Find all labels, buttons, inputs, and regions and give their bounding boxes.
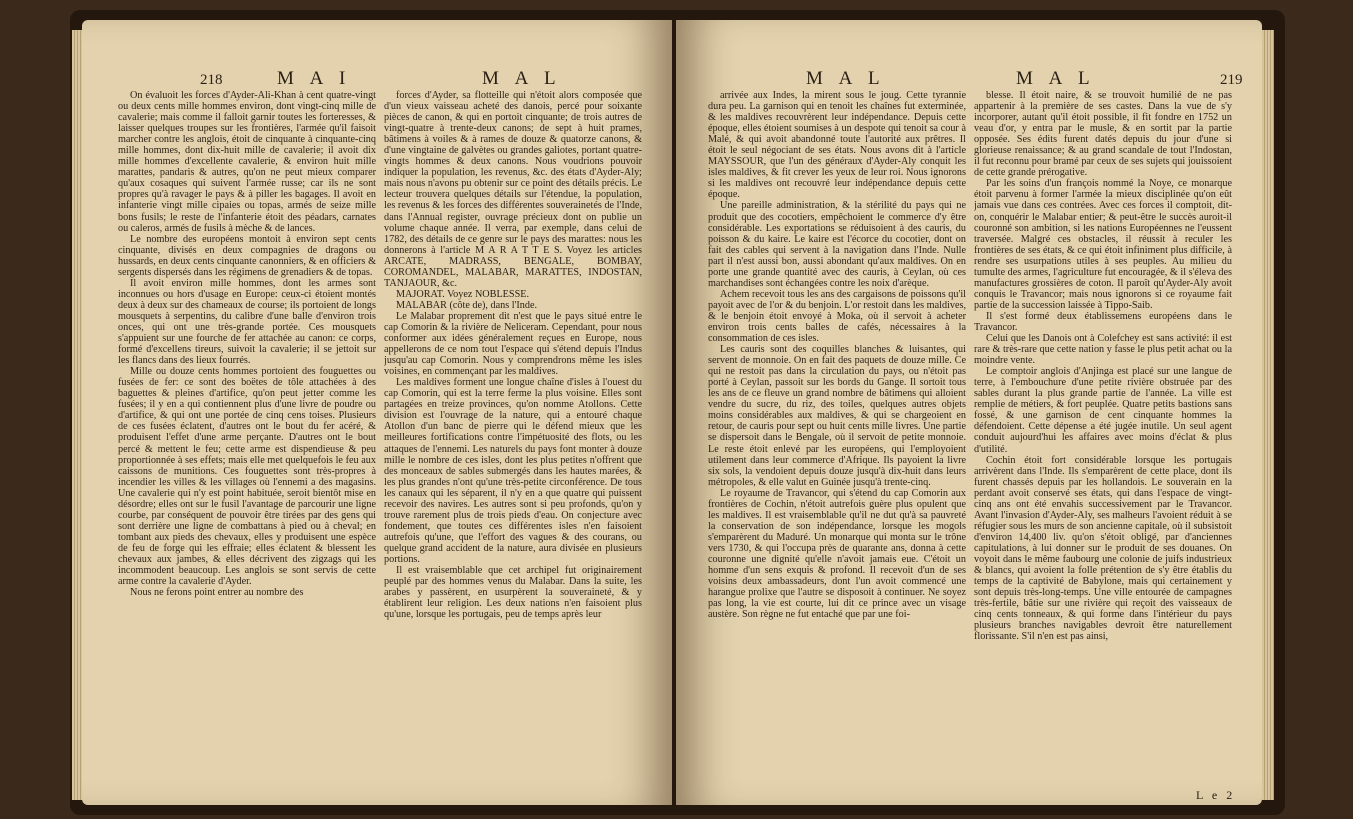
paragraph: Par les soins d'un françois nommé la Noye, ce monarque étoit parvenu à former l'armée la mieux disciplinée qu'on eût jamais vue dans ces contrées. Avec ces forces il comptoit, dit-on, conquérir le Malabar entier; & peut-être le succès auroit-il couronné son ambition, si les nations Européennes ne l'eussent traversée. Malgré ces obstacles, il réussit à reculer les frontières de ses états, & ce qui étoit infiniment plus difficile, à rendre ses usurpations utiles à ses peuples. Au milieu du tumulte des armes, l'agriculture fut encouragée, & il s'éleva des manufactures grossières de coton. Il paroît qu'Ayder-Aly avoit conquis le Travancor; mais nous ignorons si ce royaume fait partie de la succession laissée à Tippo-Saib. [974, 178, 1232, 311]
paragraph: Le Malabar proprement dit n'est que le pays situé entre le cap Comorin & la rivière de Neliceram. Cependant, pour nous conformer aux idées généralement reçues en Europe, nous appellerons de ce nom tout l'espace qui s'étend depuis l'Indus jusqu'au cap Comorin. Nous y comprendrons même les isles voisines, en commençant par les maldives. [384, 310, 642, 378]
paragraph: forces d'Ayder, sa flotteille qui n'étoit alors composée que d'un vieux vaisseau acheté des danois, percé pour soixante pièces de canon, & qui en portoit cinquante; de trois autres de vingt-quatre à trente-deux canons; de sept à huit prames, bâtimens à voiles & à rames de douze & quatorze canons, & d'une vingtaine de galvètes ou grandes galiotes, portant quatre-vingts hommes & deux canons. Nous voudrions pouvoir indiquer la population, les revenus, &c. des états d'Ayder-Aly; mais nous n'avons pu obtenir sur ce point des détails précis. Le lecteur trouvera quelques détails sur l'étendue, la population, les revenus & les forces des différentes souverainetés de l'Inde, dans l'Annual register, ouvrage précieux dont on publie un volume chaque année. Il verra, par exemple, dans celui de 1782, des détails de ce genre sur le pays des marattes: nous les donnerons à l'article M A R A T T E S. Voyez les articles ARCATE, MADRASS, BENGALE, BOMBAY, COROMANDEL, MALABAR, MARATTES, INDOSTAN, TANJAOUR, &c. [384, 90, 642, 289]
running-header: M A L [482, 68, 562, 89]
paragraph: Il avoit environ mille hommes, dont les armes sont inconnues ou hors d'usage en Europe: ceux-ci étoient montés deux à deux sur des chameaux de course; ils portoient de longs mousquets à serpentins, du calibre d'une balle d'environ trois onces, qui ont une très-grande portée. Ces mousquets s'appuient sur une fourche de fer attachée au canon: ce corps, formé d'excellens tireurs, suivoit la cavalerie; il se jettoit sur les flancs dans des lieux fourrés. [118, 277, 376, 367]
paragraph: Il est vraisemblable que cet archipel fut originairement peuplé par des hommes venus du Malabar. Dans la suite, les arabes y passèrent, en usurpèrent la souveraineté, & y établirent leur religion. Les deux nations n'en faisoient plus qu'une, lorsque les portugais, peu de temps après leur [384, 565, 642, 621]
right-page [676, 20, 1262, 805]
paragraph: Les maldives forment une longue chaîne d'isles à l'ouest du cap Comorin, qui est la terre ferme la plus voisine. Elles sont partagées en treize provinces, qu'on nomme Atollons. Cette division est l'ouvrage de la nature, qui a entouré chaque Atollon d'un banc de pierre qui le défend mieux que les meilleures fortifications contre l'impétuosité des flots, ou les attaques de l'ennemi. Les naturels du pays font monter à douze mille le nombre de ces isles, dont les plus petites n'offrent que des monceaux de sables submergés dans les hautes marées, & les plus grandes n'ont qu'une très-petite circonférence. De tous les canaux qui les séparent, il n'y en a que quatre qui puissent recevoir des navires. Les autres sont si peu profonds, qu'on y trouve rarement plus de trois pieds d'eau. On conjecture avec fondement, que toutes ces différentes isles n'en faisoient autrefois qu'une, que l'effort des vagues & des courans, ou quelque grand accident de la nature, aura divisée en plusieurs portions. [384, 377, 642, 565]
paragraph: MAJORAT. Voyez NOBLESSE. [396, 288, 530, 300]
paragraph: Nous ne ferons point entrer au nombre des [130, 587, 304, 599]
left-page [82, 20, 672, 805]
page-number: 219 [1220, 72, 1243, 88]
paragraph: Le comptoir anglois d'Anjinga est placé sur une langue de terre, à l'embouchure d'une petite rivière obstruée par des sables durant la plus grande partie de l'année. La ville est remplie de métiers, & fort peuplée. Quatre petits bastions sans fossé, & une garnison de cent cinquante hommes la défendoient. Cette dépense a été jugée inutile. Un seul agent conduit aujourd'hui les affaires avec moins d'éclat & plus d'utilité. [974, 366, 1232, 455]
running-header: M A I [277, 68, 352, 89]
running-header: M A L [806, 68, 886, 89]
paragraph: Celui que les Danois ont à Colefchey est sans activité: il est rare & très-rare que cette nation y fasse le plus petit achat ou la moindre vente. [974, 333, 1232, 367]
paragraph: blesse. Il étoit naire, & se trouvoit humilié de ne pas appartenir à la première de ses castes. Dans la vue de s'y incorporer, autant qu'il étoit possible, il fit fondre en 1752 un veau d'or, y entra par le musle, & en sortit par la partie opposée. Ses édits furent datés depuis du jour d'une si glorieuse renaissance; & au grand scandale de tout l'Indostan, il fut reconnu pour bramé par ceux de ses sujets qui jouissoient de cette grande prérogative. [974, 90, 1232, 179]
text-column-1 [118, 90, 376, 790]
paragraph: MALABAR (côte de), dans l'Inde. [396, 299, 538, 311]
paragraph: Le nombre des européens montoit à environ sept cents cinquante, divisés en deux compagnies de dragons ou hussards, en deux cents cinquante canonniers, & en officiers & sergents dispersés dans les régimens de grenadiers & de topas. [118, 233, 376, 278]
paragraph: Cochin étoit fort considérable lorsque les portugais arrivèrent dans l'Inde. Ils s'emparèrent de cette place, dont ils furent chassés depuis par les hollandois. Le souverain en la perdant avoit conservé ses états, qui dans l'espace de vingt-cinq ans ont été envahis successivement par le Travancor. Avant l'invasion d'Ayder-Aly, ses malheurs l'avoient réduit à se réfugier sous les murs de son ancienne capitale, où il subsistoit d'environ 14,400 liv. qu'on s'étoit obligé, par d'anciennes capitulations, à lui donner sur le produit de ses douanes. On voyoit dans le même faubourg une colonie de juifs industrieux & blancs, qui avoient la folle prétention de s'y être établis du temps de la captivité de Babylone, mais qui certainement y sont depuis très-long-temps. Une ville entourée de campagnes très-fertile, bâtie sur une rivière qui reçoit des vaisseaux de cinq cents tonneaux, & qui forme dans l'intérieur du pays plusieurs branches navigables devroit être naturellement florissante. S'il n'en est pas ainsi, [974, 454, 1232, 643]
page-number: 218 [200, 72, 223, 88]
paragraph: Le royaume de Travancor, qui s'étend du cap Comorin aux frontières de Cochin, n'étoit autrefois guère plus opulent que les maldives. Il est vraisemblable qu'il ne dut qu'à sa pauvreté la conservation de son indépendance, lorsque les mogols s'emparèrent du Maduré. Un monarque qui monta sur le trône vers 1730, & qui l'occupa près de quarante ans, donna à cette couronne une dignité qu'elle n'avoit jamais eue. C'étoit un homme d'un sens exquis & profond. Il recevoit d'un de ses voisins deux ambassadeurs, dont l'un avoit commencé une harangue prolixe que l'autre se disposoit à continuer. Ne soyez pas long, la vie est courte, lui dit ce prince avec un visage austère. Son règne ne fut entaché que par une foi- [708, 487, 966, 621]
paragraph: Une pareille administration, & la stérilité du pays qui ne produit que des cocotiers, empêchoient le commerce d'y être considérable. Les exportations se réduisoient à des cauris, du poisson & du kaire. Le kaire est l'écorce du cocotier, dont on fait des cables qui servent à la navigation dans l'Inde. Nulle part il n'est aussi bon, aussi abondant qu'aux maldives. On en porte une grande quantité avec des cauris, à Ceylan, où ces marchandises sont échangées contre les noix d'arèque. [708, 200, 966, 289]
text-column-2 [974, 90, 1232, 790]
text-column-1 [708, 90, 966, 790]
paragraph: arrivée aux Indes, la mirent sous le joug. Cette tyrannie dura peu. La garnison qui en tenoit les chaînes fut exterminée, & les maldives recouvrèrent leur indépendance. Depuis cette époque, elles étoient soumises à un despote qui tenoit sa cour à Malé, & qui avoit abandonné toute l'autorité aux prêtres. Il étoit le seul négociant de ses états. Nous avons dit à l'article MAYSSOUR, que l'un des généraux d'Ayder-Aly conquit les isles maldives, & fit crever les yeux de leur roi. Nous ignorons si les maldives ont recouvré leur indépendance depuis cette époque. [708, 90, 966, 201]
text-column-2 [384, 90, 642, 790]
paragraph: On évaluoit les forces d'Ayder-Ali-Khan à cent quatre-vingt ou deux cents mille hommes environ, dont vingt-cinq mille de cavalerie; mais comme il falloit garnir toutes les forteresses, & laisser quelques troupes sur les frontières, l'armée qu'il faisoit marcher contre les anglois, étoit de cinquante à cinquante-cinq mille hommes, dont dix-huit mille de cavalerie; il avoit dix mille hommes d'excellente cavalerie, & environ huit mille marattes, pandaris & autres, qu'on ne peut mieux comparer qu'aux cosaques qui suivent l'armée russe; car ils ne sont propres qu'à ravager le pays & à piller les bagages. Il avoit en infanterie vingt mille cipaies ou topas, armés de seize mille bons fusils; le reste de l'infanterie étoit des péadars, carnates ou caleros, armés de fusils à mèche & de lances. [118, 90, 376, 234]
paragraph: Achem recevoit tous les ans des cargaisons de poissons qu'il payoit avec de l'or & du benjoin. L'or restoit dans les maldives, & le benjoin étoit envoyé à Moka, où il servoit à acheter environ trois cents balles de cafés, nécessaires à la consommation de ces isles. [708, 288, 966, 345]
paragraph: Les cauris sont des coquilles blanches & luisantes, qui servent de monnoie. On en fait des paquets de douze mille. Ce qui ne restoit pas dans la circulation du pays, ou n'étoit pas porté à Ceylan, passoit sur les bords du Gange. Il sortoit tous les ans de ce fleuve un grand nombre de bâtimens qui alloient vendre du sucre, du riz, des toiles, quelques autres objets moins considérables aux maldives, & qui se chargeoient en retour, de cauris pour sept ou huit cents mille livres. Une partie se dispersoit dans le Bengale, où il servoit de petite monnoie. Le reste étoit enlevé par les européens, qui l'employoient utilement dans leur commerce d'Afrique. Ils payoient la livre six sols, la vendoient depuis douze jusqu'à dix-huit dans leurs métropoles, & elle valut en Guinée jusqu'à trente-cinq. [708, 344, 966, 488]
paragraph: Mille ou douze cents hommes portoient des fouguettes ou fusées de fer: ce sont des boëtes de tôle attachées à des baguettes & pleines d'artifice, qu'on peut jetter comme les fusées; il y en a qui contiennent plus d'une livre de poudre ou d'artifice, & qui ont une portée de cinq cens toises. Plusieurs de ces fusées éclatent, d'autres ont le bout du fer acéré, & produisent l'effet d'une arme perçante. D'autres ont le bout percé & mettent le feu; cette arme est dispendieuse & peu proportionnée à ses effets; mais elle met quelquefois le feu aux caissons de munitions. Ces fouguettes sont très-propres à incendier les villes & les villages où l'ennemi a des magasins. Une cavalerie qui n'y est point habituée, seroit bientôt mise en désordre; elles ont sur le fusil l'avantage de parcourir une ligne courbe, par conséquent de pouvoir être tirées par des gens qui sont derrière une ligne de combattans à pied ou à cheval; en tombant aux pieds des chevaux, elles y produisent une espèce de feu de forge qui les effraie; elles éclatent & blessent les chevaux aux jambes, & elles décrivent des zigzags qui les incommodent beaucoup. Les anglois se sont servis de cette arme contre la cavalerie d'Ayder. [118, 366, 376, 588]
right-page-edges [1262, 30, 1274, 800]
signature-mark: L e 2 [1196, 788, 1236, 802]
running-header: M A L [1016, 68, 1096, 89]
paragraph: Il s'est formé deux établissemens européens dans le Travancor. [974, 310, 1232, 333]
